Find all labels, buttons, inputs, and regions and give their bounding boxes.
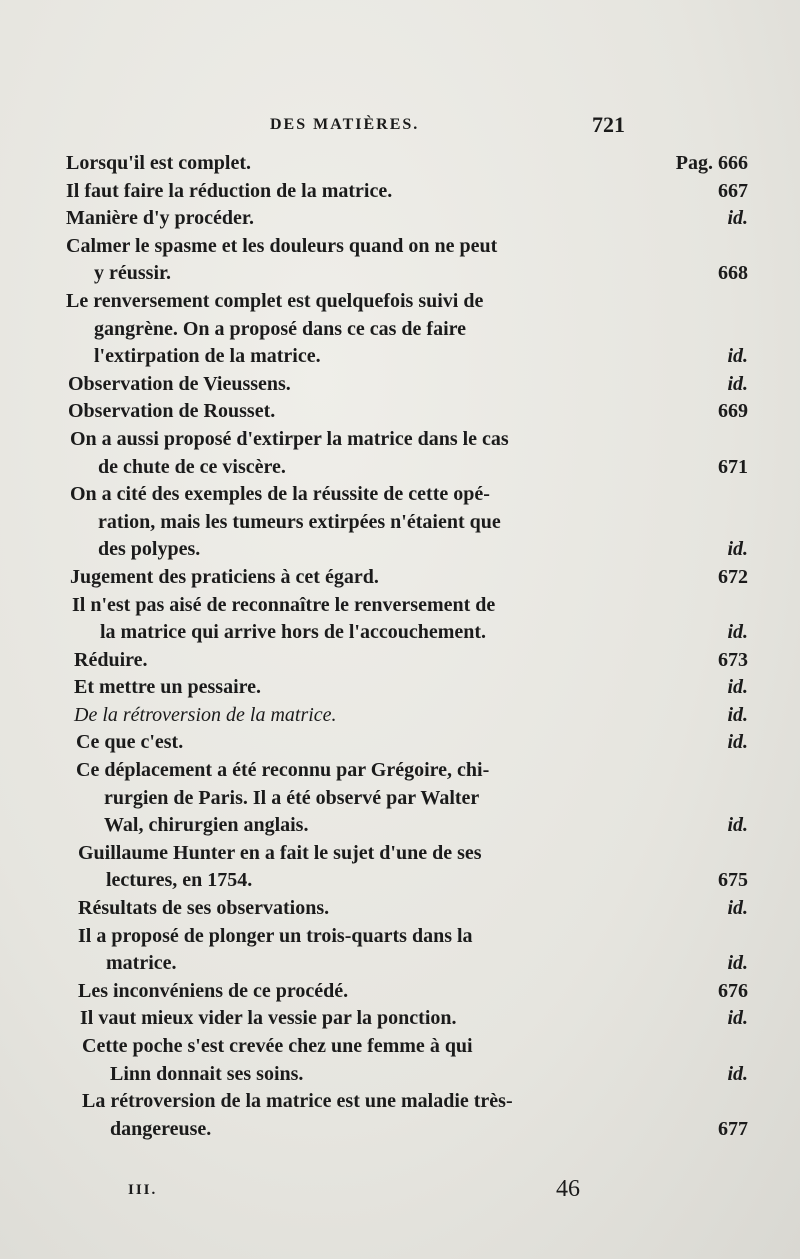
toc-entry-text: Les inconvéniens de ce procédé. (78, 979, 349, 1002)
toc-entry-text: matrice. (106, 952, 177, 975)
signature-mark: III. (128, 1182, 158, 1198)
toc-entry (78, 895, 748, 923)
toc-entry-page: 671 (718, 455, 748, 478)
toc-entry-text: Guillaume Hunter en a fait le sujet d'une de ses (78, 841, 482, 864)
toc-entry-text: dangereuse. (110, 1117, 212, 1140)
toc-entry-text: rurgien de Paris. Il a été observé par Walter (104, 786, 480, 809)
toc-entry-page: id. (727, 621, 748, 644)
toc-entry-page: id. (727, 207, 748, 230)
page-number: 721 (592, 112, 625, 137)
toc-entry (66, 288, 748, 371)
toc-entry-page: id. (727, 538, 748, 561)
toc-entry-text: Et mettre un pessaire. (74, 676, 262, 699)
toc-entry (80, 1005, 748, 1033)
toc-entry (74, 702, 748, 730)
toc-entry (70, 481, 748, 564)
toc-entry-page: id. (727, 372, 748, 395)
toc-entry-text: La rétroversion de la matrice est une maladie très- (82, 1090, 513, 1113)
toc-entry-text: Ce déplacement a été reconnu par Grégoire, chi- (76, 759, 490, 782)
toc-entry (66, 205, 748, 233)
toc-entry-text: gangrène. On a proposé dans ce cas de faire (94, 317, 467, 340)
toc-entry-page: id. (727, 1062, 748, 1085)
toc-entry-text: Il n'est pas aisé de reconnaître le renversement de (72, 593, 496, 616)
toc-entry-page: id. (727, 897, 748, 920)
toc-entry-page: 667 (718, 179, 748, 202)
toc-entry (76, 729, 748, 757)
running-header (0, 112, 800, 142)
toc-entry-text: Manière d'y procéder. (66, 207, 254, 230)
toc-entry-page: id. (727, 1007, 748, 1030)
page-footer (0, 1176, 800, 1206)
toc-entry-page: id. (727, 703, 748, 726)
toc-entry-text: Réduire. (74, 648, 148, 671)
toc-entry-text: Jugement des praticiens à cet égard. (70, 565, 379, 588)
toc-entry (78, 840, 748, 895)
toc-entry-text: Wal, chirurgien anglais. (104, 814, 309, 837)
toc-entry-page: id. (727, 952, 748, 975)
toc-entry-text: ration, mais les tumeurs extirpées n'étaient que (98, 510, 501, 533)
toc-entry (66, 178, 748, 206)
toc-entry-page: 673 (718, 648, 748, 671)
toc-entry-page: 675 (718, 869, 748, 892)
toc-entry (74, 647, 748, 675)
toc-entry-text: Le renversement complet est quelquefois suivi de (66, 289, 484, 312)
toc-entry-text: Il vaut mieux vider la vessie par la ponction. (80, 1007, 457, 1030)
toc-entry-text: De la rétroversion de la matrice. (74, 703, 337, 726)
toc-entry-text: Linn donnait ses soins. (110, 1062, 304, 1085)
toc-entry-text: Résultats de ses observations. (78, 897, 330, 920)
toc-entry (82, 1033, 748, 1088)
toc-entry (66, 150, 748, 178)
toc-entry-text: des polypes. (98, 538, 201, 561)
toc-entry-page: 669 (718, 400, 748, 423)
toc-entry-text: On a cité des exemples de la réussite de cette opé- (70, 483, 490, 506)
toc-entry-text: l'extirpation de la matrice. (94, 345, 321, 368)
toc-entry-text: y réussir. (94, 262, 172, 285)
toc-entry (70, 426, 748, 481)
toc-entry-text: Lorsqu'il est complet. (66, 152, 251, 174)
toc-entry (68, 398, 748, 426)
toc-entry-text: Observation de Vieussens. (68, 372, 291, 395)
toc-entry (78, 978, 748, 1006)
toc-entry-text: On a aussi proposé d'extirper la matrice dans le cas (70, 427, 509, 450)
toc-entry (72, 592, 748, 647)
toc-entry (68, 371, 748, 399)
toc-entry-page: 672 (718, 565, 748, 588)
toc-entry (74, 674, 748, 702)
toc-entry-text: Calmer le spasme et les douleurs quand on ne peut (66, 234, 498, 257)
toc-entry-page: 676 (718, 979, 748, 1002)
toc-entry (82, 1088, 748, 1143)
toc-entry-text: Il faut faire la réduction de la matrice. (66, 179, 393, 202)
toc-entry (66, 233, 748, 288)
toc-entry-text: Observation de Rousset. (68, 400, 276, 423)
toc-entry-page: id. (727, 731, 748, 754)
toc-entry-page: 668 (718, 262, 748, 285)
toc-entry-text: de chute de ce viscère. (98, 455, 286, 478)
toc-entry-text: Ce que c'est. (76, 731, 184, 754)
toc-entry-text: la matrice qui arrive hors de l'accouchement. (100, 621, 487, 644)
toc-entry-text: lectures, en 1754. (106, 869, 253, 892)
toc-entry (70, 564, 748, 592)
table-of-contents (0, 150, 800, 1143)
toc-entry-text: Cette poche s'est crevée chez une femme à qui (82, 1035, 473, 1057)
gathering-number: 46 (556, 1176, 580, 1202)
toc-entry-page: id. (727, 814, 748, 837)
toc-entry-page: Pag. 666 (675, 152, 748, 174)
toc-entry-text: Il a proposé de plonger un trois-quarts dans la (78, 924, 473, 947)
toc-entry-page: 677 (718, 1117, 748, 1140)
toc-entry-page: id. (727, 345, 748, 368)
running-title: DES MATIÈRES. (270, 116, 420, 133)
toc-entry (76, 757, 748, 840)
toc-entry (78, 923, 748, 978)
toc-entry-page: id. (727, 676, 748, 699)
